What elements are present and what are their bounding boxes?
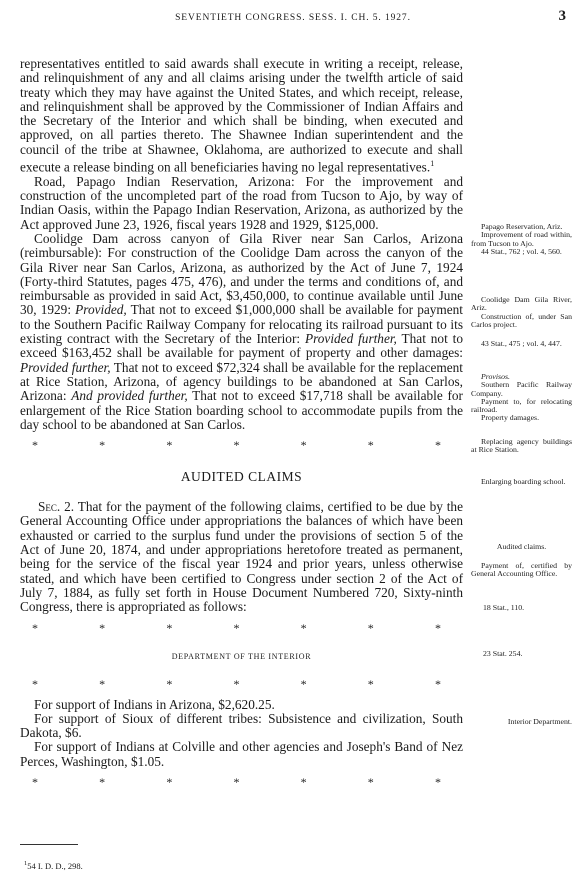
star: * <box>32 775 38 789</box>
margin-note-ref: 23 Stat. 254. <box>483 649 523 658</box>
star: * <box>166 775 173 789</box>
margin-note-body: Improvement of road within, from Tucson to Ajo. <box>471 230 572 248</box>
footnote-marker: 1 <box>430 159 435 169</box>
margin-note-title: Coolidge Dam Gila River, Ariz. <box>471 295 572 313</box>
star: * <box>434 676 441 691</box>
margin-note-interior <box>471 718 572 726</box>
margin-note-damages: Property damages. <box>481 413 540 423</box>
paragraph-text: That not to exceed $72,324 shall be available for the replacement at Rice Station, Arizona, of agency buildings to be abandoned at San Carlos, Arizona: <box>20 359 464 404</box>
omission-stars <box>20 776 463 788</box>
star: * <box>99 676 106 691</box>
paragraph-sioux-support: For support of Sioux of different tribes: Subsistence and civilization, South Dakota, $6. <box>20 710 463 741</box>
star: * <box>166 438 173 453</box>
star: * <box>32 438 38 453</box>
main-text <box>20 57 463 795</box>
star: * <box>233 438 240 453</box>
running-head: SEVENTIETH CONGRESS. SESS. I. CH. 5. 1927. <box>175 13 411 23</box>
page-header <box>20 8 566 32</box>
margin-note-title: Papago Reservation, Ariz. <box>481 222 563 231</box>
star: * <box>367 676 374 691</box>
star: * <box>300 676 307 691</box>
footnote-text: 54 I. D. D., 298. <box>27 860 83 871</box>
margin-note-ref: 43 Stat., 475 ; vol. 4, 447. <box>481 339 562 348</box>
footnote-number: 1 <box>24 860 28 867</box>
heading-department-interior: DEPARTMENT OF THE INTERIOR <box>171 651 312 661</box>
margin-note-provisos: Provisos. <box>481 372 510 381</box>
star: * <box>300 438 307 453</box>
margin-note-provisos <box>471 373 572 423</box>
margin-note-audited <box>471 543 572 551</box>
omission-stars <box>20 622 463 634</box>
paragraph-coolidge-dam <box>20 232 463 432</box>
star: * <box>367 620 374 635</box>
footnote <box>24 859 83 871</box>
omission-stars <box>20 678 463 690</box>
star: * <box>434 775 441 789</box>
margin-note-southern-pacific: Southern Pacific Railway Company. <box>471 380 572 398</box>
margin-note-body: Payment of, certified by General Accounting Office. <box>471 561 572 579</box>
margin-note-body: Enlarging boarding school. <box>481 477 566 486</box>
paragraph-text: That not to exceed $1,000,000 shall be available for payment to the Southern Pacific Railway Company for relocating its railroad pursuant to its existing contract with the Secretary of the Interior: <box>20 302 463 347</box>
omission-stars <box>20 439 463 451</box>
paragraph-papago-road: Road, Papago Indian Reservation, Arizona: For the improvement and construction of the uncompleted part of the road from Tucson to Ajo, by way of Indian Oasis, within the Papago Indian Reservation, Arizona, as authorized by the Act approved June 23, 1926, fiscal years 1928 and 1929, $125,000. <box>20 173 463 232</box>
proviso-italic: And provided further, <box>71 388 188 404</box>
star: * <box>300 775 307 789</box>
paragraph-colville-support: For support of Indians at Colville and other agencies and Joseph's Band of Nez Perces, Washington, $1.05. <box>20 739 463 769</box>
paragraph-text: representatives entitled to said awards shall execute in writing a receipt, release, and relinquishment of any and all claims arising under the twelfth article of said treaty which they may have against the United States, and which receipt, release, and relinquishment shall be approved by the Commissioner of Indian Affairs and the Secretary of the Interior and which shall be binding, when executed and approved, on all parties thereto. The Shawnee Indian superintendent and the council of the tribe at Shawnee, Oklahoma, are authorized to execute and shall execute a release binding on all beneficiaries having no legal representatives. <box>20 56 463 175</box>
section-label: Sec. 2. <box>38 499 75 515</box>
star: * <box>99 438 106 453</box>
footnote-rule <box>20 844 78 845</box>
star: * <box>99 620 106 635</box>
margin-note-ref: 18 Stat., 110. <box>483 603 525 612</box>
margin-note-stat-18 <box>471 604 572 612</box>
paragraph-sec-2 <box>20 500 463 614</box>
margin-note-stat-23 <box>471 650 572 658</box>
paragraph-shawnee-release <box>20 57 463 175</box>
page-number: 3 <box>558 8 566 24</box>
margin-note-title: Audited claims. <box>496 542 547 551</box>
paragraph-text: That not to exceed $17,718 shall be available for enlargement of the Rice Station boarding school to accommodate pupils from the day school to be abandoned at San Carlos. <box>20 388 463 432</box>
paragraph-arizona-support: For support of Indians in Arizona, $2,620.25. <box>34 696 275 712</box>
margin-note-title: Interior Department. <box>507 717 572 726</box>
proviso-italic: Provided further, <box>304 331 397 347</box>
star: * <box>233 775 240 789</box>
star: * <box>434 620 441 635</box>
margin-note-replacing <box>471 438 572 455</box>
star: * <box>367 438 374 453</box>
proviso-italic: Provided further, <box>20 359 111 375</box>
star: * <box>99 775 106 789</box>
star: * <box>434 438 441 453</box>
star: * <box>233 620 240 635</box>
margin-note-body: Construction of, under San Carlos project. <box>471 311 572 329</box>
star: * <box>166 620 173 635</box>
margin-note-ref: 44 Stat., 762 ; vol. 4, 560. <box>481 246 562 256</box>
margin-note-relocating: Payment to, for relocating railroad. <box>471 396 572 415</box>
star: * <box>166 676 173 691</box>
margin-note-enlarging <box>471 478 572 486</box>
paragraph-text: That for the payment of the following claims, certified to be due by the General Accounting Office under appropriations the balances of which have been exhausted or carried to the surplus fund under the provisions of section 5 of the Act of June 20, 1874, and under appropriations heretofore treated as permanent, being for the service of the fiscal year 1924 and prior years, unless otherwise stated, and which have been certified to Congress under section 2 of the Act of July 7, 1884, as fully set forth in House Document Numbered 720, Sixty-ninth Congress, there is appropriated as follows: <box>20 499 463 615</box>
heading-audited-claims: AUDITED CLAIMS <box>180 469 303 485</box>
proviso-italic: Provided, <box>75 302 127 318</box>
margin-note-coolidge-ref <box>471 340 572 348</box>
margin-note-coolidge <box>471 296 572 329</box>
margin-note-payment-certified <box>471 562 572 579</box>
star: * <box>300 620 307 635</box>
star: * <box>367 775 374 789</box>
paragraph-text: That not to exceed $163,452 shall be available for payment of property and other damages: <box>20 331 463 361</box>
margin-note-papago <box>471 223 572 256</box>
margin-note-body: Replacing agency buildings at Rice Station. <box>471 437 572 455</box>
star: * <box>233 676 240 691</box>
star: * <box>32 676 38 691</box>
star: * <box>32 620 38 635</box>
paragraph-text: Coolidge Dam across canyon of Gila River near San Carlos, Arizona (reimbursable): For construction of the Coolidge Dam across the canyon of the Gila River near San Carlos, Arizona, as authorized by the Act of June 7, 1924 (Forty-third Statutes, pages 475, 476), and under the terms and conditions of, and reimbursable as provided in said Act, $3,450,000, to continue available until June 30, 1929: <box>20 230 463 318</box>
